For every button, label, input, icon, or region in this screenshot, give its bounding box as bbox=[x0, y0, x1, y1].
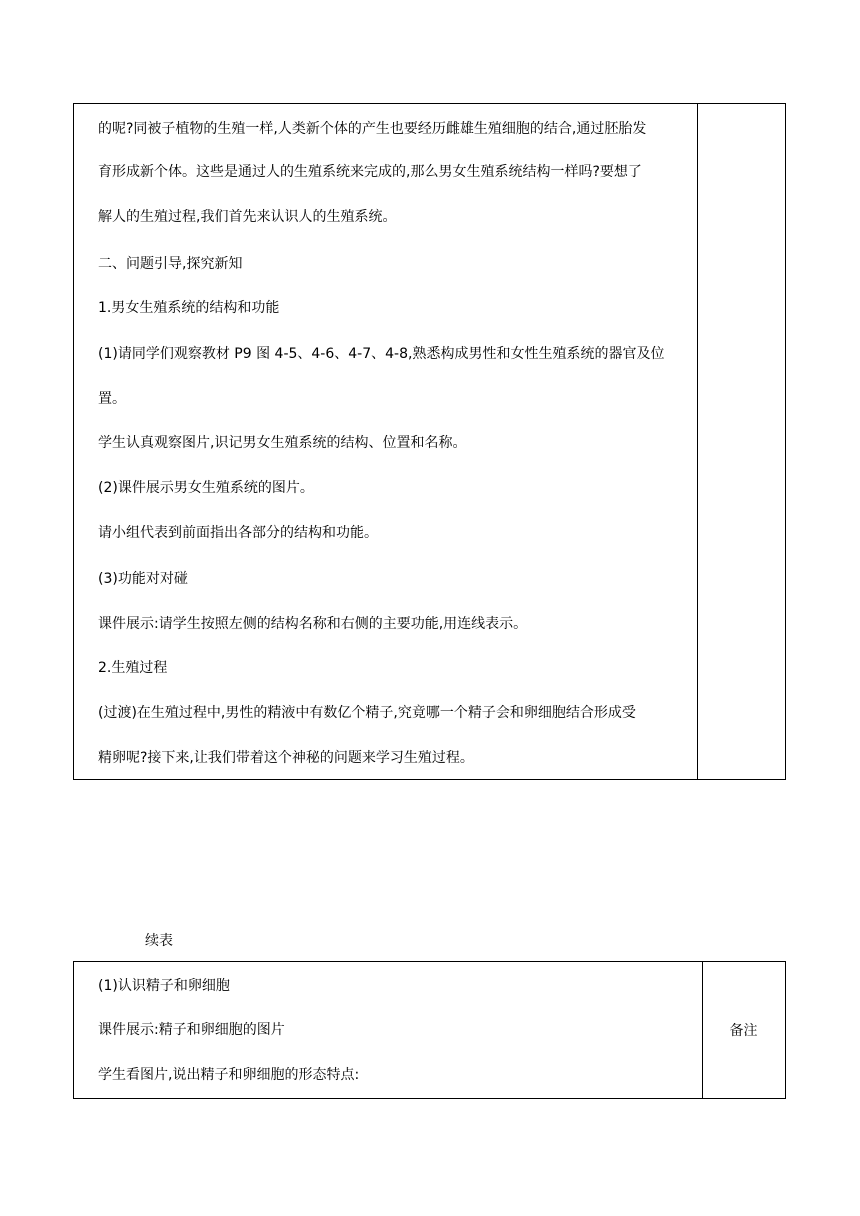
text-line-1: (1)认识精子和卵细胞 bbox=[98, 978, 230, 994]
text-line-3: 学生看图片,说出精子和卵细胞的形态特点: bbox=[98, 1067, 360, 1083]
text-line-3: 解人的生殖过程,我们首先来认识人的生殖系统。 bbox=[98, 209, 397, 225]
text-line-11: (3)功能对对碰 bbox=[98, 571, 188, 587]
text-line-8: 学生认真观察图片,识记男女生殖系统的结构、位置和名称。 bbox=[98, 435, 467, 451]
text-line-2: 课件展示:精子和卵细胞的图片 bbox=[98, 1022, 285, 1038]
lesson-table-1 bbox=[73, 103, 786, 780]
text-line-14: (过渡)在生殖过程中,男性的精液中有数亿个精子,究竟哪一个精子会和卵细胞结合形成受 bbox=[98, 705, 636, 721]
text-line-9: (2)课件展示男女生殖系统的图片。 bbox=[98, 480, 314, 496]
section-heading: 二、问题引导,探究新知 bbox=[98, 256, 243, 272]
text-line-10: 请小组代表到前面指出各部分的结构和功能。 bbox=[98, 525, 378, 541]
continued-label: 续表 bbox=[145, 933, 173, 949]
subsection-heading-2: 2.生殖过程 bbox=[98, 660, 168, 676]
text-line-12: 课件展示:请学生按照左侧的结构名称和右侧的主要功能,用连线表示。 bbox=[98, 616, 528, 632]
text-line-1: 的呢?同被子植物的生殖一样,人类新个体的产生也要经历雌雄生殖细胞的结合,通过胚胎发 bbox=[98, 121, 647, 137]
subsection-heading-1: 1.男女生殖系统的结构和功能 bbox=[98, 300, 280, 316]
lesson-table-2 bbox=[73, 961, 786, 1099]
notes-column-divider bbox=[697, 104, 698, 779]
text-line-15: 精卵呢?接下来,让我们带着这个神秘的问题来学习生殖过程。 bbox=[98, 750, 474, 766]
text-line-2: 育形成新个体。这些是通过人的生殖系统来完成的,那么男女生殖系统结构一样吗?要想了 bbox=[98, 164, 642, 180]
notes-header: 备注 bbox=[729, 1023, 758, 1039]
text-line-7: 置。 bbox=[98, 391, 126, 407]
text-line-6: (1)请同学们观察教材 P9 图 4-5、4-6、4-7、4-8,熟悉构成男性和女性生殖系统的器官及位 bbox=[98, 346, 665, 362]
